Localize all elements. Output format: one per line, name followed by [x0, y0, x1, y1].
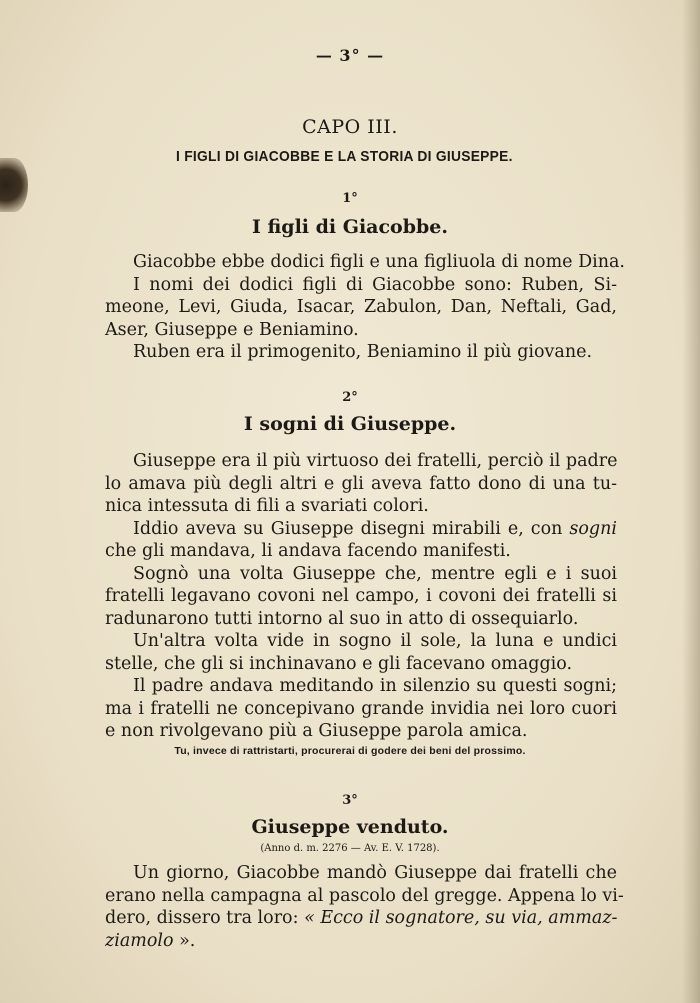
paragraph-line: lo amava più degli altri e gli aveva fatto dono di una tu- [105, 473, 617, 494]
paragraph-line: e non rivolgevano più a Giuseppe parola amica. [105, 721, 528, 741]
paragraph-line: radunarono tutti intorno al suo in atto di ossequiarlo. [105, 608, 579, 629]
italic-word: sogni [569, 518, 617, 539]
paragraph-line: nica intessuta di fili a svariati colori. [105, 496, 429, 516]
section-3-number: 3° [342, 793, 358, 808]
section-2-number: 2° [342, 390, 358, 405]
paragraph-line: che gli mandava, li andava facendo manifesti. [105, 541, 511, 561]
line-text: dero, dissero tra loro: [105, 908, 305, 928]
section-1-number: 1° [342, 191, 358, 206]
paragraph-line: Giuseppe era il più virtuoso dei fratelli, perciò il padre [133, 451, 618, 471]
paragraph-line: Un giorno, Giacobbe mandò Giuseppe dai fratelli che [133, 863, 617, 883]
italic-quote: « Ecco il sognatore, su via, ammaz- [304, 908, 618, 928]
paragraph-line [105, 930, 617, 953]
italic-quote: ziamolo [105, 930, 180, 951]
paragraph-line: Giacobbe ebbe dodici figli e una figliuola di nome Dina. [133, 252, 625, 272]
chapter-heading: CAPO III. [302, 116, 398, 138]
section-3-date: (Anno d. m. 2276 — Av. E. V. 1728). [260, 843, 440, 854]
paragraph-line: Sognò una volta Giuseppe che, mentre egli e i suoi [133, 563, 617, 584]
paragraph-line: erano nella campagna al pascolo del gregge. Appena lo vi- [105, 885, 624, 906]
paragraph-line: fratelli legavano covoni nel campo, i covoni dei fratelli si [105, 586, 617, 606]
paragraph-line: ma i fratelli ne concepivano grande invidia nei loro cuori [105, 698, 617, 719]
paragraph-line: Il padre andava meditando in silenzio su questi sogni; [133, 676, 617, 696]
section-2-title: I sogni di Giuseppe. [243, 413, 457, 435]
section-3-body [105, 862, 624, 952]
line-text: ». [179, 930, 196, 951]
moral-note: Tu, invece di rattristarti, procurerai di godere dei beni del prossimo. [174, 745, 526, 757]
paragraph-line [105, 907, 617, 930]
section-2-body [105, 450, 617, 743]
section-1-title: I figli di Giacobbe. [251, 216, 449, 238]
page-number: — 3° — [315, 46, 385, 65]
paragraph-line: Un'altra volta vide in sogno il sole, la luna e undici [133, 631, 617, 651]
paragraph-line [105, 518, 617, 541]
section-3-title: Giuseppe venduto. [251, 816, 449, 838]
paragraph-line: stelle, che gli si inchinavano e gli facevano omaggio. [105, 653, 573, 674]
paragraph-line: Ruben era il primogenito, Beniamino il più giovane. [133, 342, 593, 362]
paragraph-line: meone, Levi, Giuda, Isacar, Zabulon, Dan, Neftali, Gad, [105, 297, 617, 317]
line-text: Iddio aveva su Giuseppe disegni mirabili e, con [133, 518, 570, 539]
chapter-subtitle: I FIGLI DI GIACOBBE E LA STORIA DI GIUSEPPE. [176, 148, 513, 165]
section-1-body [105, 251, 625, 364]
paragraph-line: Aser, Giuseppe e Beniamino. [105, 319, 359, 340]
paragraph-line: I nomi dei dodici figli di Giacobbe sono: Ruben, Si- [133, 274, 617, 295]
